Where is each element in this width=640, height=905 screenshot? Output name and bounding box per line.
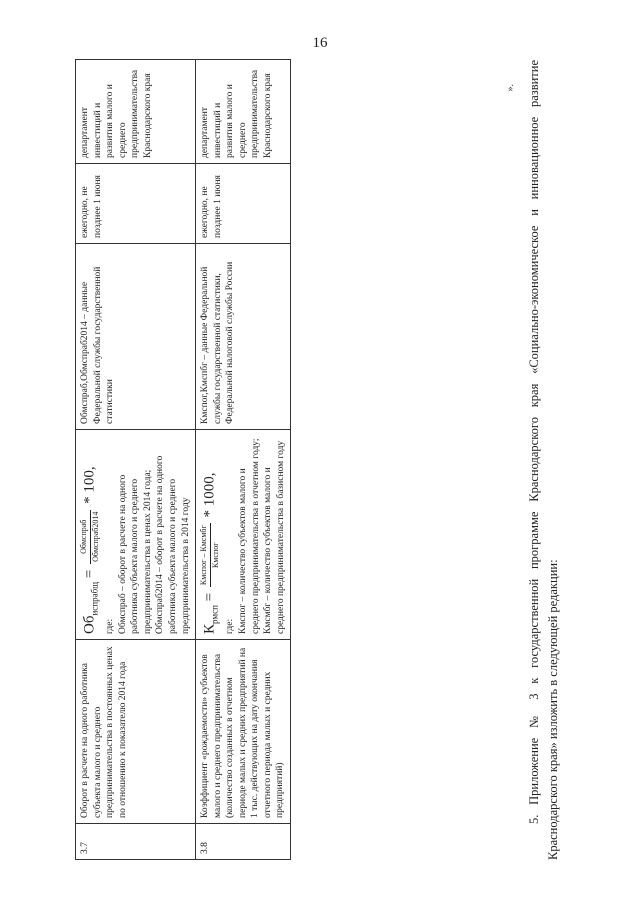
responsible-body: департамент инвестиций и развития малого и среднего предпринимательства Краснодарского края bbox=[196, 60, 291, 164]
reporting-term: ежегодно, не позднее 1 июня bbox=[76, 164, 196, 244]
formula-explanation-line: где: bbox=[225, 618, 236, 634]
closing-quote: ». bbox=[505, 84, 516, 92]
calculation-formula bbox=[196, 430, 291, 640]
indicators-table bbox=[75, 59, 291, 860]
formula-lhs-subscript: рмсп bbox=[209, 605, 220, 624]
data-source: Кмспог,Кмспбг – данные Федеральной службы государственной статистики, Федеральной налоговой службы России bbox=[196, 244, 291, 430]
responsible-body: департамент инвестиций и развития малого и среднего предпринимательства Краснодарского края bbox=[76, 60, 196, 164]
formula-fraction bbox=[79, 510, 101, 564]
table-row bbox=[196, 60, 291, 860]
formula-lhs: Об bbox=[81, 615, 98, 634]
table-row bbox=[76, 60, 196, 860]
indicator-name: Коэффициент «рождаемости» субъектов малого и среднего предпринимательства (количество созданных в отчетном периоде малых и средних предприятий на 1 тыс. действующих на дату окончания отчетного периода малых и средних предприятий) bbox=[196, 640, 291, 824]
formula-explanation-line: Кмспог – количество субъектов малого и среднего предпринимательства в отчетном году; bbox=[237, 438, 261, 634]
indicator-name: Оборот в расчете на одного работника субъекта малого и среднего предпринимательства в постоянных ценах по отношению к показателю 2014 года bbox=[76, 640, 196, 824]
formula: $Об_{испрабщ}$ = Обмспраб Обмспраб2014 * 100, bbox=[79, 466, 100, 634]
formula-numerator: Кмспог – Кмсмбг bbox=[199, 523, 211, 587]
formula-explanation-line: Обмспраб2014 – оборот в расчете на одного работника субъекта малого и среднего предпринимательства в 2014 году bbox=[155, 455, 191, 634]
formula-numerator: Обмспраб bbox=[79, 510, 91, 564]
formula-explanation-line: Обмспраб – оборот в расчете на одного работника субъекта малого и среднего предпринимательства в ценах 2014 года; bbox=[117, 469, 153, 634]
row-number: 3.7 bbox=[76, 824, 196, 860]
page-number: 16 bbox=[312, 35, 328, 51]
formula-tail: * 1000, bbox=[201, 472, 218, 518]
data-source: Обмспраб,Обмспраб2014 – данные Федеральной службы государственной статистики bbox=[76, 244, 196, 430]
amendment-paragraph: 5. Приложение № 3 к государственной программе Краснодарского края «Социально-экономическое и инновационное развитие Краснодарского края» изложить в следующей редакции: bbox=[527, 60, 560, 860]
row-number: 3.8 bbox=[196, 824, 291, 860]
formula-denominator: Кмспог bbox=[210, 542, 220, 568]
formula-tail: * 100, bbox=[81, 466, 98, 504]
formula: $К_{рмсп}$ = Кмспог – Кмсмбг Кмспог * 1000, bbox=[199, 472, 220, 634]
formula-denominator: Обмспраб2014 bbox=[90, 511, 100, 562]
calculation-formula bbox=[76, 430, 196, 640]
formula-explanation-line: где: bbox=[105, 618, 116, 634]
reporting-term: ежегодно, не позднее 1 июня bbox=[196, 164, 291, 244]
formula-fraction bbox=[199, 523, 221, 587]
formula-lhs-subscript: испрабщ bbox=[89, 581, 100, 616]
formula-lhs: К bbox=[201, 623, 218, 634]
rotated-document-body bbox=[75, 60, 585, 860]
formula-explanation-line: Кмсмбг – количество субъектов малого и среднего предпринимательства в базисном году bbox=[263, 440, 286, 634]
